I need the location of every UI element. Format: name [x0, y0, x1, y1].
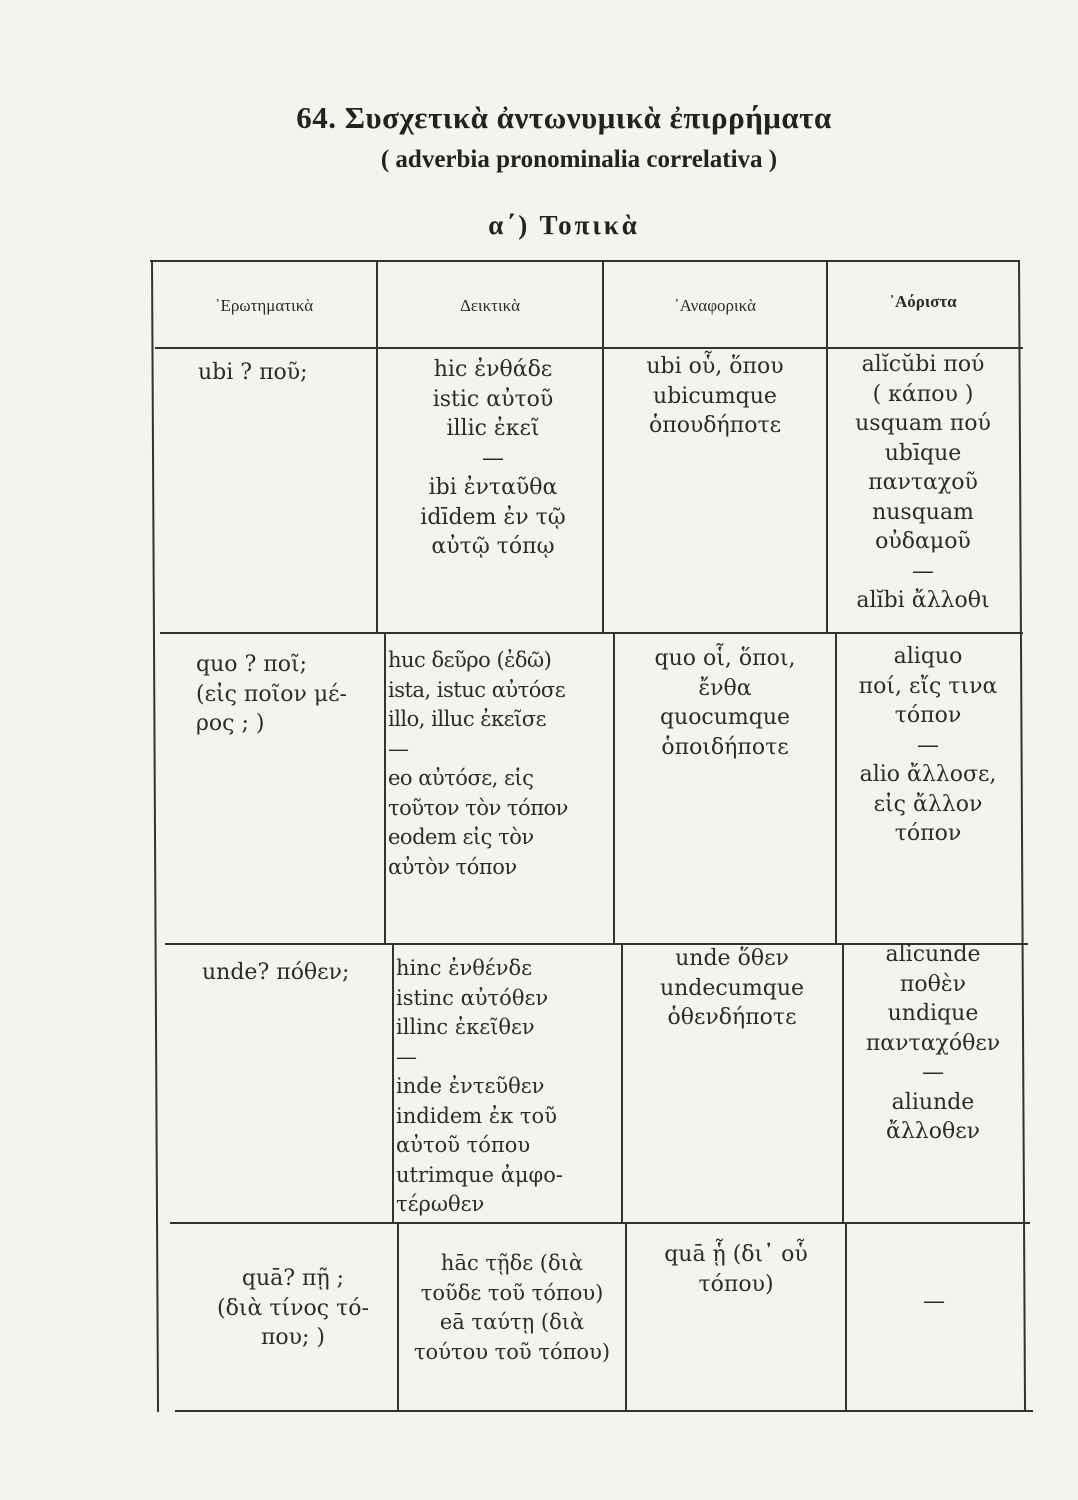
table-top-border: [150, 260, 1020, 262]
col-sep-1-row2: [384, 634, 386, 943]
row2-demonstrative: huc δεῦρο (ἐδῶ) ista, istuc αὐτόσε illo, illuc ἐκεῖσε — eo αὐτόσε, εἰς τοῦτον τὸν τόπον eodem εἰς τὸν αὐτὸν τόπον: [388, 648, 568, 879]
row3-indefinite: alicunde ποθὲν undique πανταχόθεν — aliunde ἄλλοθεν: [865, 942, 1001, 1144]
row1-interrogative: ubi ? ποῦ;: [198, 360, 308, 385]
table-right-border: [1018, 260, 1026, 1412]
table-bottom-border: [175, 1410, 1033, 1412]
row3-demonstrative: hinc ἐνθένδε istinc αὐτόθεν illinc ἐκεῖθεν — inde ἐντεῦθεν indidem ἐκ τοῦ αὐτοῦ τόπου utrimque ἀμφο- τέρωθεν: [396, 956, 563, 1216]
header-demonstrative: Δεικτικὰ: [459, 296, 521, 315]
row4-relative: quā ᾗ (δι᾿ οὗ τόπου): [664, 1242, 808, 1297]
section-heading: α΄) Τοπικὰ: [488, 210, 640, 240]
row4-interrogative: quā? πῇ ; (διὰ τίνος τό- που; ): [217, 1266, 369, 1350]
row2-relative: quo οἷ, ὅποι, ἔνθα quocumque ὁποιδήποτε: [654, 646, 796, 760]
row4-demonstrative: hāc τῇδε (διὰ τοῦδε τοῦ τόπου) eā ταύτῃ (διὰ τούτου τοῦ τόπου): [413, 1251, 611, 1364]
header-relative: ᾿Αναφορικὰ: [673, 296, 757, 315]
row3-interrogative: unde? πόθεν;: [202, 960, 350, 985]
row-3-bottom-rule: [170, 1222, 1030, 1224]
row3-relative: unde ὅθεν undecumque ὁθενδήποτε: [659, 946, 805, 1030]
row2-interrogative: quo ? ποῖ; (εἰς ποῖον μέ- ρος ; ): [196, 652, 347, 736]
page-subtitle: ( adverbia pronominalia correlativa ): [380, 146, 778, 173]
header-interrogative: ᾿Ερωτηματικὰ: [214, 296, 314, 315]
row1-relative: ubi οὗ, ὅπου ubicumque ὁπουδήποτε: [646, 354, 784, 438]
col-sep-1-row3: [392, 945, 394, 1222]
header-bottom-rule: [155, 347, 1023, 349]
header-indefinite: ᾿Αόριστα: [889, 292, 957, 311]
row4-indefinite: —: [923, 1289, 945, 1314]
row2-indefinite: aliquo ποί, εἴς τινα τόπον — alio ἄλλοσε, εἰς ἄλλον τόπον: [858, 644, 998, 846]
page-title: 64. Συσχετικὰ ἀντωνυμικὰ ἐπιρρήματα: [296, 100, 832, 135]
table-left-border: [151, 260, 159, 1412]
row1-demonstrative: hic ἐνθάδε istic αὐτοῦ illic ἐκεῖ — ibi ἐνταῦθα idīdem ἐν τῷ αὐτῷ τόπῳ: [420, 357, 566, 559]
row-1-bottom-rule: [160, 632, 1023, 634]
row1-indefinite: alĭcŭbi πού ( κάπου ) usquam πού ubīque πανταχοῦ nusquam οὐδαμοῦ — alĭbi ἄλλοθι: [855, 352, 991, 613]
